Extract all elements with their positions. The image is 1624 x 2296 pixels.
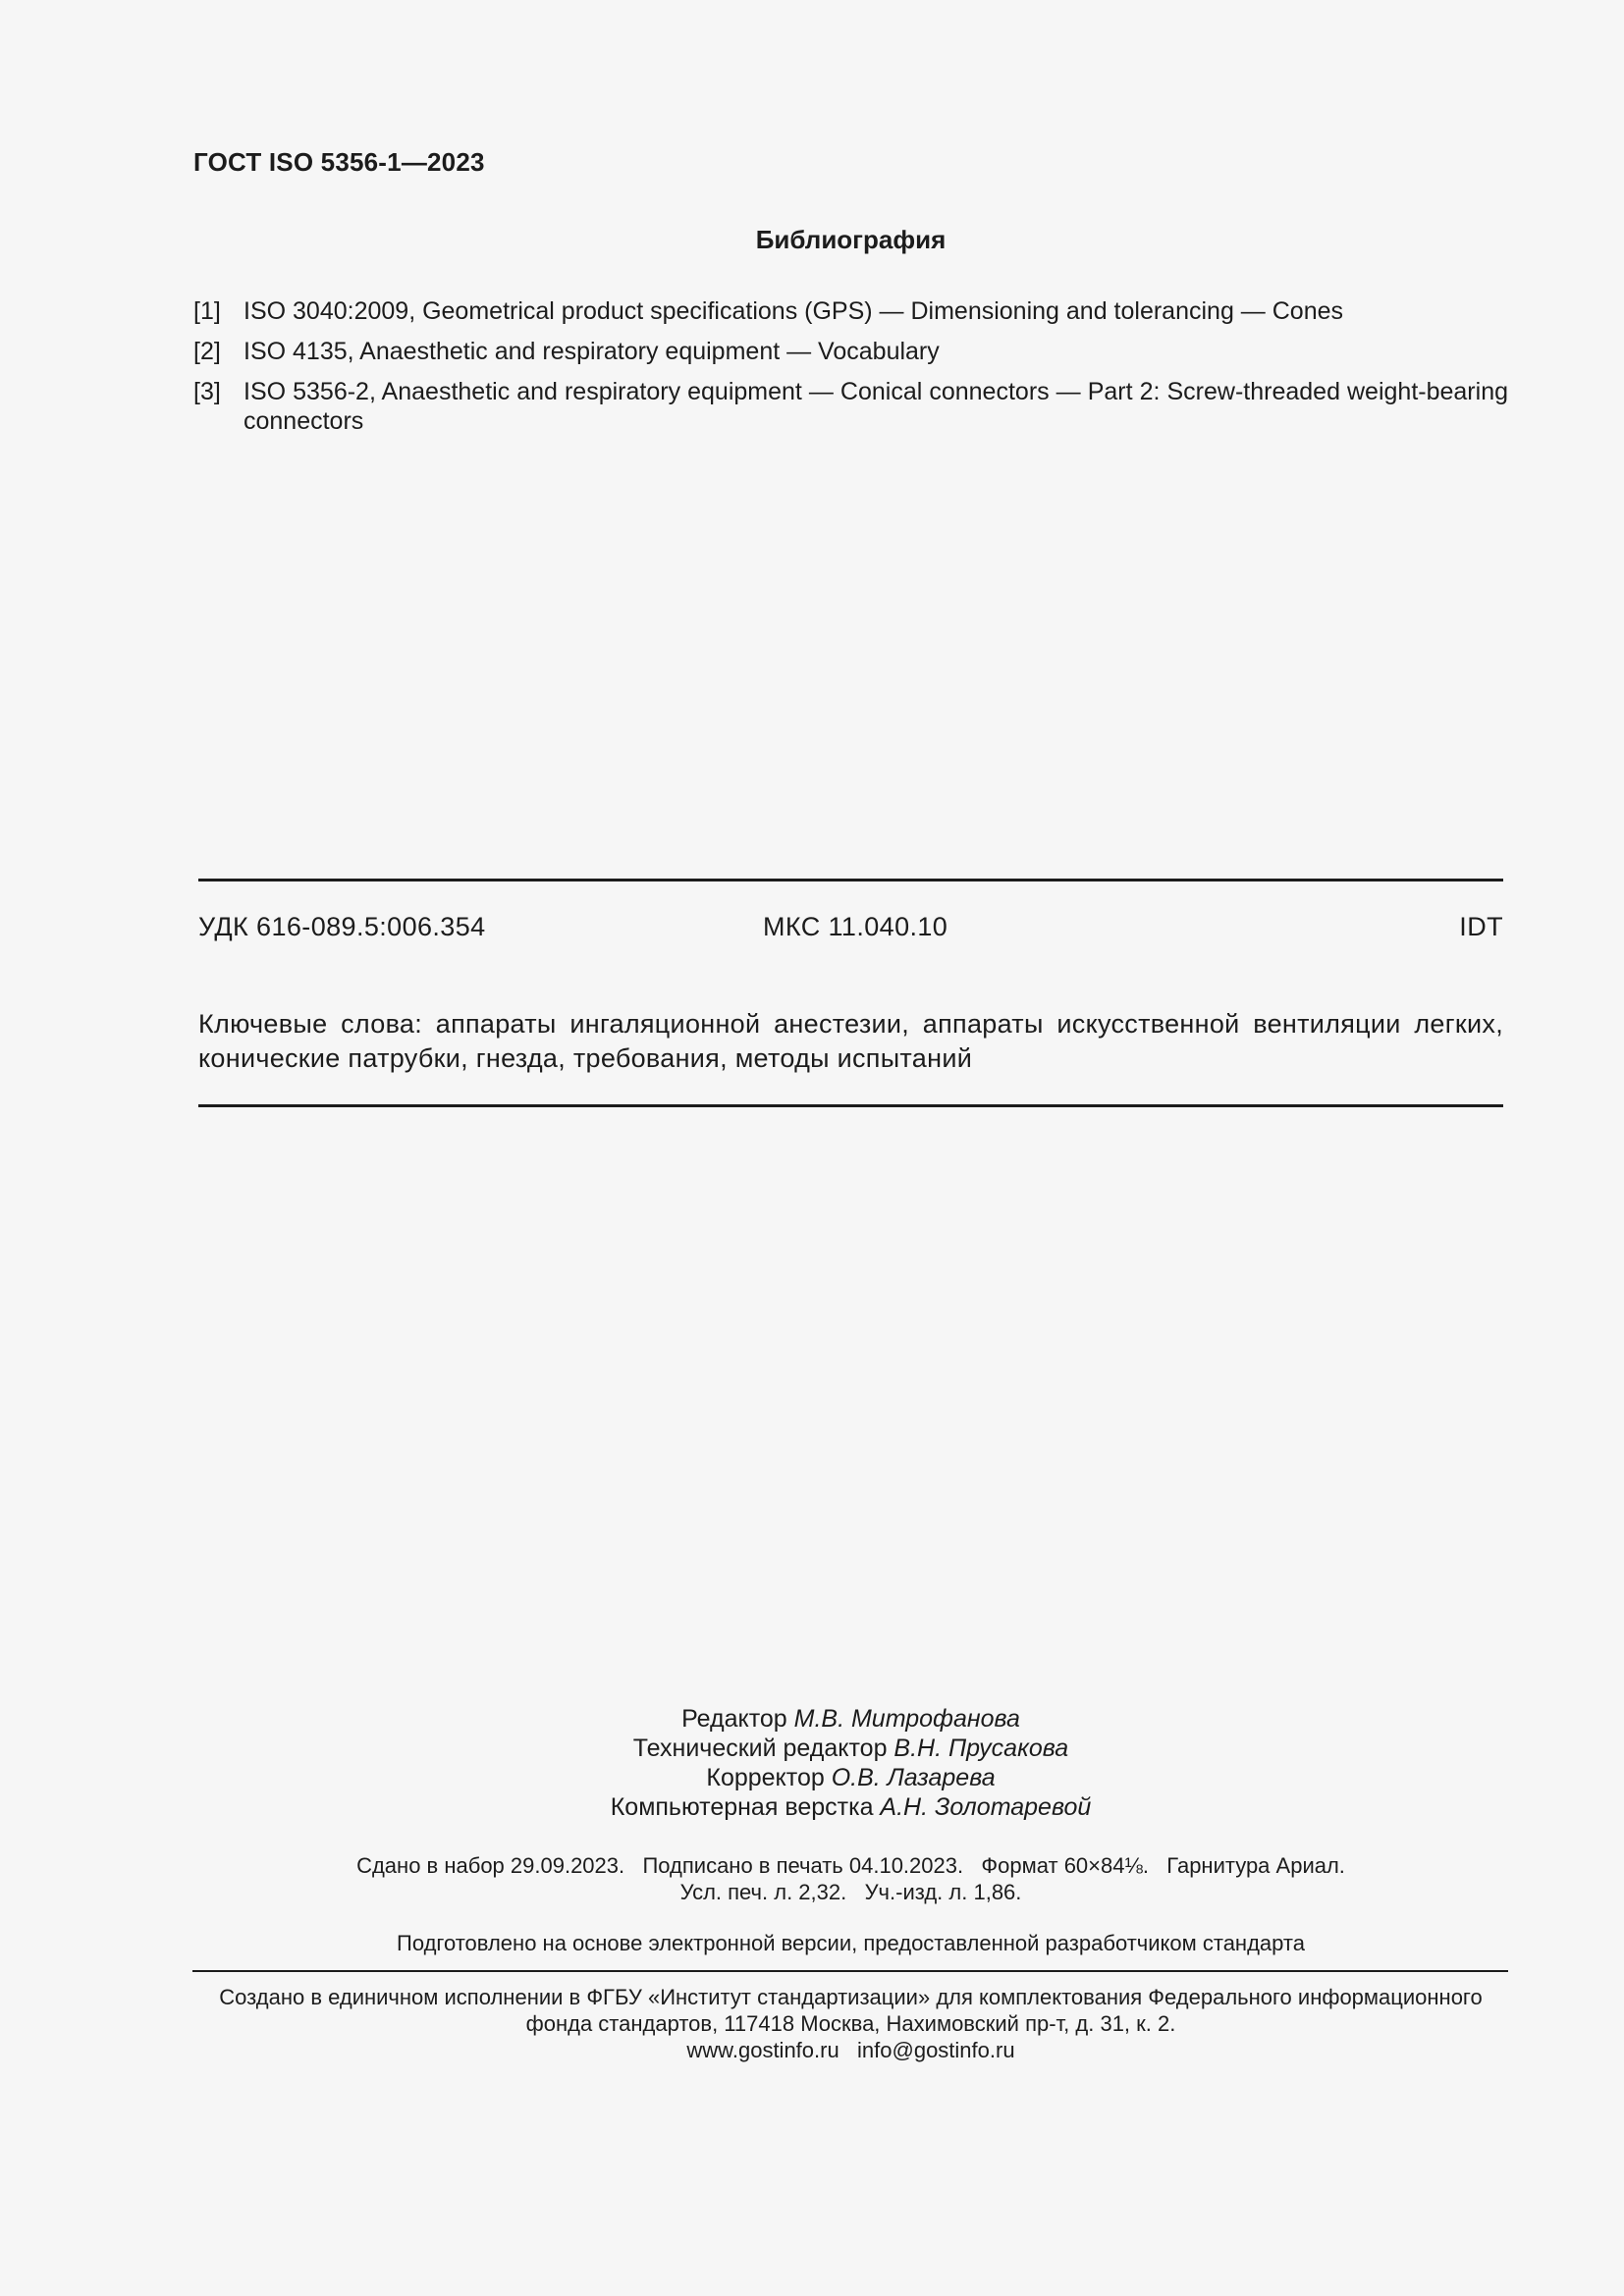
staff-name: В.Н. Прусакова: [893, 1735, 1069, 1762]
udc-code: УДК 616-089.5:006.354: [198, 912, 486, 941]
staff-role: Редактор: [681, 1705, 794, 1733]
created-note-line: Создано в единичном исполнении в ФГБУ «Институт стандартизации» для комплектования Федерального информационного: [219, 1985, 1483, 2009]
document-header: ГОСТ ISO 5356-1—2023: [193, 147, 485, 177]
bibliography-list: [193, 296, 1508, 447]
staff-role: Корректор: [706, 1764, 832, 1791]
divider-top: [198, 879, 1503, 881]
bibliography-item-text: ISO 4135, Anaesthetic and respiratory equipment — Vocabulary: [244, 338, 940, 365]
idt-label: IDT: [1459, 912, 1503, 941]
staff-credits: [193, 1704, 1508, 1822]
bibliography-item-text: ISO 3040:2009, Geometrical product specifications (GPS) — Dimensioning and tolerancing — Cones: [244, 297, 1344, 325]
staff-proofreader: [193, 1763, 1508, 1792]
created-note: [193, 1984, 1508, 2063]
bibliography-item-number: [3]: [193, 378, 221, 405]
print-info: [193, 1852, 1508, 1905]
bibliography-item: [193, 296, 1508, 326]
section-title: Библиография: [755, 225, 947, 254]
bibliography-item-text: ISO 5356-2, Anaesthetic and respiratory equipment — Conical connectors — Part 2: Screw-threaded weight-bearing connectors: [244, 378, 1508, 435]
created-note-line: фонда стандартов, 117418 Москва, Нахимовский пр-т, д. 31, к. 2.: [525, 2011, 1176, 2036]
bibliography-item-number: [2]: [193, 338, 221, 365]
staff-layout: [193, 1792, 1508, 1822]
bibliography-item: [193, 377, 1508, 436]
staff-technical-editor: [193, 1734, 1508, 1763]
divider-bottom: [192, 1970, 1508, 1972]
staff-role: Технический редактор: [632, 1735, 894, 1762]
staff-name: О.В. Лазарева: [831, 1764, 996, 1791]
staff-name: М.В. Митрофанова: [793, 1705, 1020, 1733]
print-info-line: Усл. печ. л. 2,32. Уч.-изд. л. 1,86.: [679, 1880, 1022, 1904]
staff-role: Компьютерная верстка: [610, 1793, 881, 1821]
mks-code: МКС 11.040.10: [763, 912, 948, 941]
print-info-line: Сдано в набор 29.09.2023. Подписано в печать 04.10.2023. Формат 60×84⅛. Гарнитура Ариал.: [356, 1853, 1345, 1878]
keywords-text: Ключевые слова: аппараты ингаляционной анестезии, аппараты искусственной вентиляции легких, конические патрубки, гнезда, требования, методы испытаний: [198, 1009, 1503, 1073]
divider-middle: [198, 1104, 1503, 1107]
staff-editor: [193, 1704, 1508, 1734]
bibliography-item: [193, 337, 1508, 366]
staff-name: А.Н. Золотаревой: [880, 1793, 1092, 1821]
created-note-contacts: www.gostinfo.ru info@gostinfo.ru: [686, 2038, 1015, 2062]
prepared-note: Подготовлено на основе электронной версии, предоставленной разработчиком стандарта: [397, 1931, 1305, 1955]
bibliography-item-number: [1]: [193, 297, 221, 325]
